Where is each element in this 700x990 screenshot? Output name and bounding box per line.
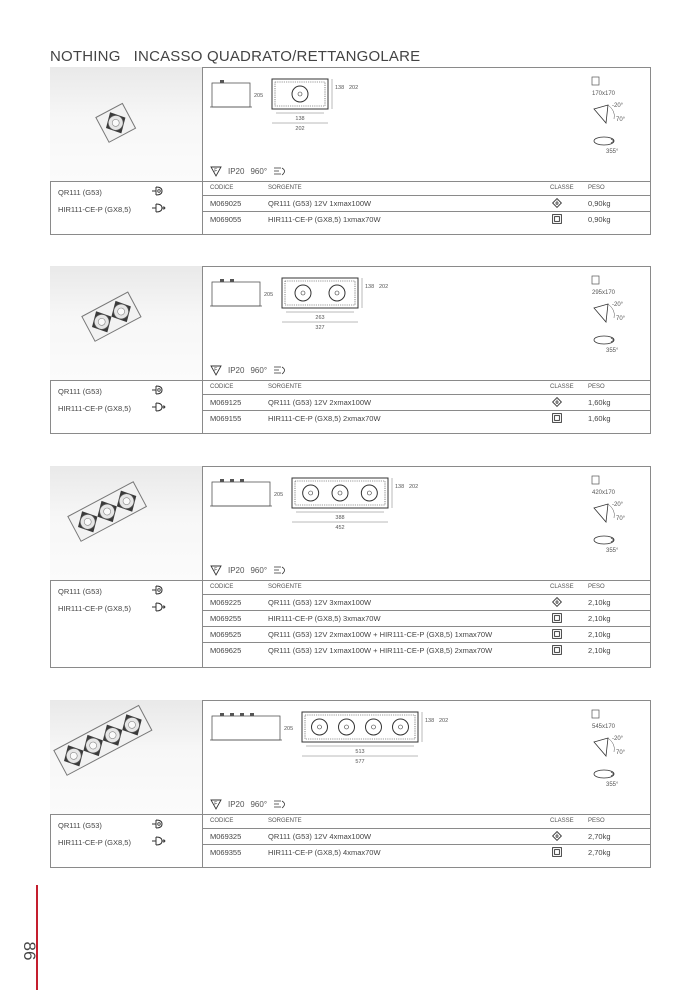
svg-text:577: 577 <box>355 759 365 765</box>
light-source: QR111 (G53) 12V 4xmax100W <box>268 832 372 841</box>
spec-table-header <box>202 380 651 394</box>
ip-rating: IP20 <box>228 365 245 375</box>
header-code: CODICE <box>210 818 234 824</box>
product-code: M069125 <box>210 398 242 407</box>
class-i-icon <box>552 198 562 208</box>
product-weight: 2,70kg <box>588 848 611 857</box>
product-weight: 0,90kg <box>588 199 611 208</box>
svg-text:-20°: -20° <box>612 736 624 742</box>
class-ii-icon <box>552 847 562 857</box>
light-source: QR111 (G53) 12V 3xmax100W <box>268 598 372 607</box>
adjustment-angles <box>586 75 646 170</box>
glow-wire-rating: 960° <box>250 565 268 575</box>
lamp-hir111 <box>58 202 198 216</box>
header-code: CODICE <box>210 384 234 390</box>
ballast-icon <box>273 365 289 376</box>
svg-text:263: 263 <box>315 315 325 321</box>
svg-text:355°: 355° <box>606 348 619 354</box>
header-code: CODICE <box>210 584 234 590</box>
lamp-socket-icon <box>150 584 166 596</box>
class-i-icon <box>552 397 562 407</box>
lamp-socket-icon <box>150 835 166 847</box>
lamp-qr111 <box>58 384 198 398</box>
light-source: QR111 (G53) 12V 2xmax100W <box>268 398 372 407</box>
adjustment-angles <box>586 708 646 803</box>
class-i-icon <box>552 597 562 607</box>
class-ii-icon <box>552 629 562 639</box>
page-number: 86 <box>20 941 39 961</box>
header-code: CODICE <box>210 185 234 191</box>
light-source: QR111 (G53) 12V 1xmax100W + HIR111-CE-P (GX8,5) 2xmax70W <box>268 646 493 655</box>
f-mark-icon <box>210 565 222 576</box>
product-code: M069325 <box>210 832 242 841</box>
svg-text:138: 138 <box>335 85 345 91</box>
svg-text:F: F <box>214 800 218 807</box>
technical-drawing <box>210 708 510 783</box>
product-weight: 2,10kg <box>588 646 611 655</box>
product-photo <box>50 466 202 580</box>
spec-row <box>202 828 651 845</box>
lamp-label: QR111 (G53) <box>58 820 102 830</box>
spec-table-header <box>202 814 651 828</box>
lamp-hir111 <box>58 401 198 415</box>
light-source: HIR111-CE-P (GX8,5) 2xmax70W <box>268 414 381 423</box>
page-title: NOTHING INCASSO QUADRATO/RETTANGOLARE <box>50 48 421 65</box>
svg-text:202: 202 <box>349 85 359 91</box>
lamp-qr111 <box>58 185 198 199</box>
product-photo <box>50 266 202 380</box>
light-source: HIR111-CE-P (GX8,5) 1xmax70W <box>268 215 381 224</box>
header-class: CLASSE <box>550 584 574 590</box>
technical-drawing <box>210 75 510 150</box>
product-code: M069625 <box>210 646 242 655</box>
product-block <box>50 466 651 668</box>
glow-wire-rating: 960° <box>250 365 268 375</box>
ballast-icon <box>273 166 289 177</box>
lamp-hir111 <box>58 835 198 849</box>
product-weight: 2,70kg <box>588 832 611 841</box>
svg-text:70°: 70° <box>616 117 626 123</box>
lamp-label: QR111 (G53) <box>58 386 102 396</box>
lamp-socket-icon <box>150 601 166 613</box>
spec-row <box>202 410 651 427</box>
class-ii-icon <box>552 413 562 423</box>
product-weight: 2,10kg <box>588 614 611 623</box>
lamp-socket-icon <box>150 384 166 396</box>
svg-text:70°: 70° <box>616 750 626 756</box>
depth-dimension: 205 <box>264 292 274 298</box>
margin-accent-line <box>36 885 38 990</box>
depth-dimension: 205 <box>254 93 264 99</box>
spec-row <box>202 594 651 611</box>
product-block <box>50 266 651 434</box>
technical-drawing <box>210 274 510 349</box>
cutout-size: 545x170 <box>592 724 616 730</box>
header-source: SORGENTE <box>268 584 302 590</box>
svg-text:202: 202 <box>439 718 449 724</box>
svg-text:355°: 355° <box>606 782 619 788</box>
class-ii-icon <box>552 214 562 224</box>
svg-text:202: 202 <box>379 284 389 290</box>
cutout-size: 295x170 <box>592 290 616 296</box>
product-weight: 2,10kg <box>588 630 611 639</box>
svg-text:388: 388 <box>335 515 345 521</box>
product-weight: 1,60kg <box>588 398 611 407</box>
cutout-size: 420x170 <box>592 490 616 496</box>
recessed-light-image <box>50 67 202 181</box>
lamp-socket-icon <box>150 202 166 214</box>
product-photo <box>50 700 202 814</box>
f-mark-icon <box>210 799 222 810</box>
lamp-socket-icon <box>150 818 166 830</box>
spec-table-header <box>202 181 651 195</box>
product-code: M069025 <box>210 199 242 208</box>
lamp-hir111 <box>58 601 198 615</box>
product-weight: 2,10kg <box>588 598 611 607</box>
product-weight: 0,90kg <box>588 215 611 224</box>
svg-text:70°: 70° <box>616 516 626 522</box>
product-photo <box>50 67 202 181</box>
svg-text:138: 138 <box>395 484 405 490</box>
lamp-label: HIR111-CE-P (GX8,5) <box>58 204 131 214</box>
svg-text:F: F <box>214 366 218 373</box>
recessed-light-image <box>50 700 202 814</box>
spec-row <box>202 394 651 411</box>
product-block <box>50 700 651 868</box>
svg-text:F: F <box>214 566 218 573</box>
svg-text:202: 202 <box>295 126 305 132</box>
spec-row <box>202 626 651 643</box>
product-code: M069525 <box>210 630 242 639</box>
lamp-label: HIR111-CE-P (GX8,5) <box>58 403 131 413</box>
depth-dimension: 205 <box>284 726 294 732</box>
rating-icons <box>210 164 289 178</box>
header-class: CLASSE <box>550 818 574 824</box>
recessed-light-image <box>50 466 202 580</box>
header-weight: PESO <box>588 185 605 191</box>
ballast-icon <box>273 799 289 810</box>
svg-text:-20°: -20° <box>612 103 624 109</box>
rating-icons <box>210 797 289 811</box>
header-weight: PESO <box>588 384 605 390</box>
light-source: HIR111-CE-P (GX8,5) 3xmax70W <box>268 614 381 623</box>
svg-text:138: 138 <box>295 116 305 122</box>
ballast-icon <box>273 565 289 576</box>
header-source: SORGENTE <box>268 185 302 191</box>
svg-text:F: F <box>214 167 218 174</box>
light-source: HIR111-CE-P (GX8,5) 4xmax70W <box>268 848 381 857</box>
svg-text:138: 138 <box>365 284 375 290</box>
ip-rating: IP20 <box>228 166 245 176</box>
f-mark-icon <box>210 365 222 376</box>
lamp-label: HIR111-CE-P (GX8,5) <box>58 603 131 613</box>
product-code: M069255 <box>210 614 242 623</box>
light-source: QR111 (G53) 12V 2xmax100W + HIR111-CE-P (GX8,5) 1xmax70W <box>268 630 493 639</box>
spec-row <box>202 844 651 861</box>
lamp-label: QR111 (G53) <box>58 187 102 197</box>
adjustment-angles <box>586 474 646 569</box>
glow-wire-rating: 960° <box>250 166 268 176</box>
svg-text:355°: 355° <box>606 548 619 554</box>
svg-text:138: 138 <box>425 718 435 724</box>
header-class: CLASSE <box>550 185 574 191</box>
spec-row <box>202 642 651 659</box>
svg-text:70°: 70° <box>616 316 626 322</box>
svg-text:-20°: -20° <box>612 502 624 508</box>
rating-icons <box>210 363 289 377</box>
spec-row <box>202 195 651 212</box>
f-mark-icon <box>210 166 222 177</box>
lamp-label: QR111 (G53) <box>58 586 102 596</box>
svg-text:-20°: -20° <box>612 302 624 308</box>
svg-text:327: 327 <box>315 325 325 331</box>
svg-text:202: 202 <box>409 484 419 490</box>
header-weight: PESO <box>588 818 605 824</box>
rating-icons <box>210 563 289 577</box>
spec-row <box>202 610 651 627</box>
ip-rating: IP20 <box>228 565 245 575</box>
class-i-icon <box>552 831 562 841</box>
cutout-size: 170x170 <box>592 91 616 97</box>
lamp-label: HIR111-CE-P (GX8,5) <box>58 837 131 847</box>
depth-dimension: 205 <box>274 492 284 498</box>
adjustment-angles <box>586 274 646 369</box>
header-class: CLASSE <box>550 384 574 390</box>
spec-table-header <box>202 580 651 594</box>
lamp-socket-icon <box>150 401 166 413</box>
product-code: M069225 <box>210 598 242 607</box>
product-weight: 1,60kg <box>588 414 611 423</box>
product-code: M069155 <box>210 414 242 423</box>
spec-row <box>202 211 651 228</box>
header-source: SORGENTE <box>268 384 302 390</box>
ip-rating: IP20 <box>228 799 245 809</box>
lamp-socket-icon <box>150 185 166 197</box>
light-source: QR111 (G53) 12V 1xmax100W <box>268 199 372 208</box>
lamp-qr111 <box>58 818 198 832</box>
glow-wire-rating: 960° <box>250 799 268 809</box>
header-weight: PESO <box>588 584 605 590</box>
lamp-qr111 <box>58 584 198 598</box>
product-code: M069055 <box>210 215 242 224</box>
svg-text:452: 452 <box>335 525 345 531</box>
header-source: SORGENTE <box>268 818 302 824</box>
recessed-light-image <box>50 266 202 380</box>
technical-drawing <box>210 474 510 549</box>
svg-text:355°: 355° <box>606 149 619 155</box>
product-code: M069355 <box>210 848 242 857</box>
svg-text:513: 513 <box>355 749 365 755</box>
class-ii-icon <box>552 613 562 623</box>
product-block <box>50 67 651 235</box>
class-ii-icon <box>552 645 562 655</box>
